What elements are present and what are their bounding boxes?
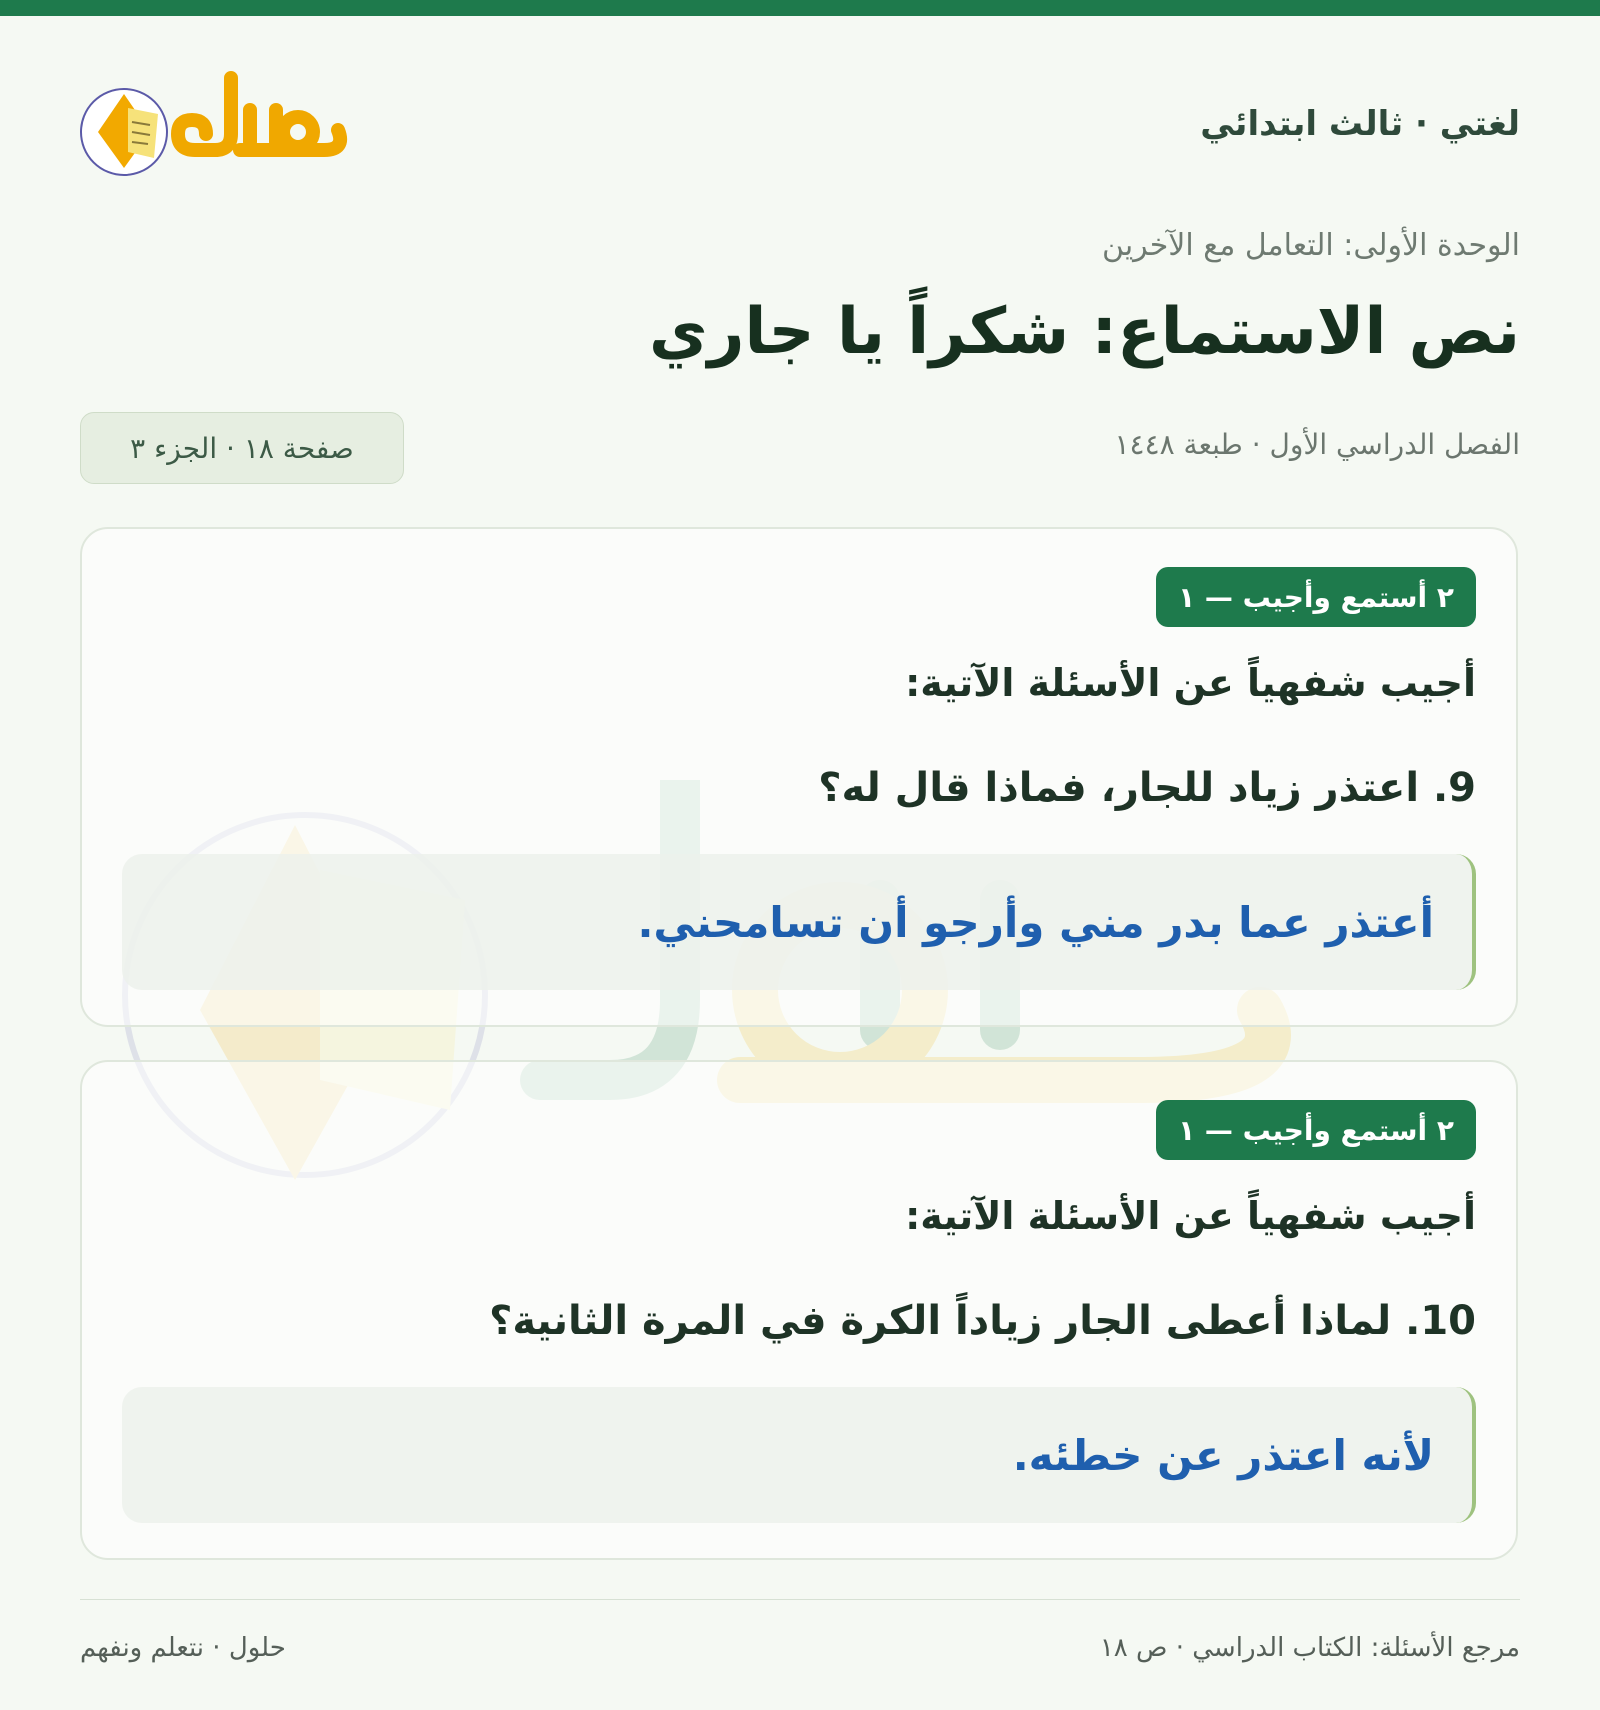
question-card bbox=[80, 1060, 1518, 1560]
footer-divider bbox=[80, 1599, 1520, 1600]
lesson-tag: ٢ أستمع وأجيب — ١ bbox=[1156, 1100, 1476, 1160]
unit-label: الوحدة الأولى: التعامل مع الآخرين bbox=[1101, 228, 1520, 263]
hulul-logo bbox=[80, 70, 370, 180]
footer-reference: مرجع الأسئلة: الكتاب الدراسي · ص ١٨ bbox=[1099, 1633, 1520, 1663]
page-title: نص الاستماع: شكراً يا جاري bbox=[649, 295, 1520, 369]
subject-label: لغتي · ثالث ابتدائي bbox=[1200, 104, 1520, 144]
semester-edition-label: الفصل الدراسي الأول · طبعة ١٤٤٨ bbox=[1114, 428, 1520, 461]
footer-brand: حلول · نتعلم ونفهم bbox=[80, 1633, 286, 1663]
question-text: 10. لماذا أعطى الجار زياداً الكرة في المرة الثانية؟ bbox=[489, 1298, 1476, 1344]
question-card bbox=[80, 527, 1518, 1027]
answer-box bbox=[122, 1387, 1476, 1523]
question-text: 9. اعتذر زياد للجار، فماذا قال له؟ bbox=[818, 765, 1476, 811]
answer-text: أعتذر عما بدر مني وأرجو أن تسامحني. bbox=[637, 897, 1434, 947]
instruction-text: أجيب شفهياً عن الأسئلة الآتية: bbox=[905, 1194, 1476, 1238]
lesson-tag: ٢ أستمع وأجيب — ١ bbox=[1156, 567, 1476, 627]
page-header bbox=[80, 70, 1520, 180]
top-accent-bar bbox=[0, 0, 1600, 16]
answer-text: لأنه اعتذر عن خطئه. bbox=[1012, 1430, 1434, 1480]
page-badge: صفحة ١٨ · الجزء ٣ bbox=[80, 412, 404, 484]
answer-box bbox=[122, 854, 1476, 990]
instruction-text: أجيب شفهياً عن الأسئلة الآتية: bbox=[905, 661, 1476, 705]
